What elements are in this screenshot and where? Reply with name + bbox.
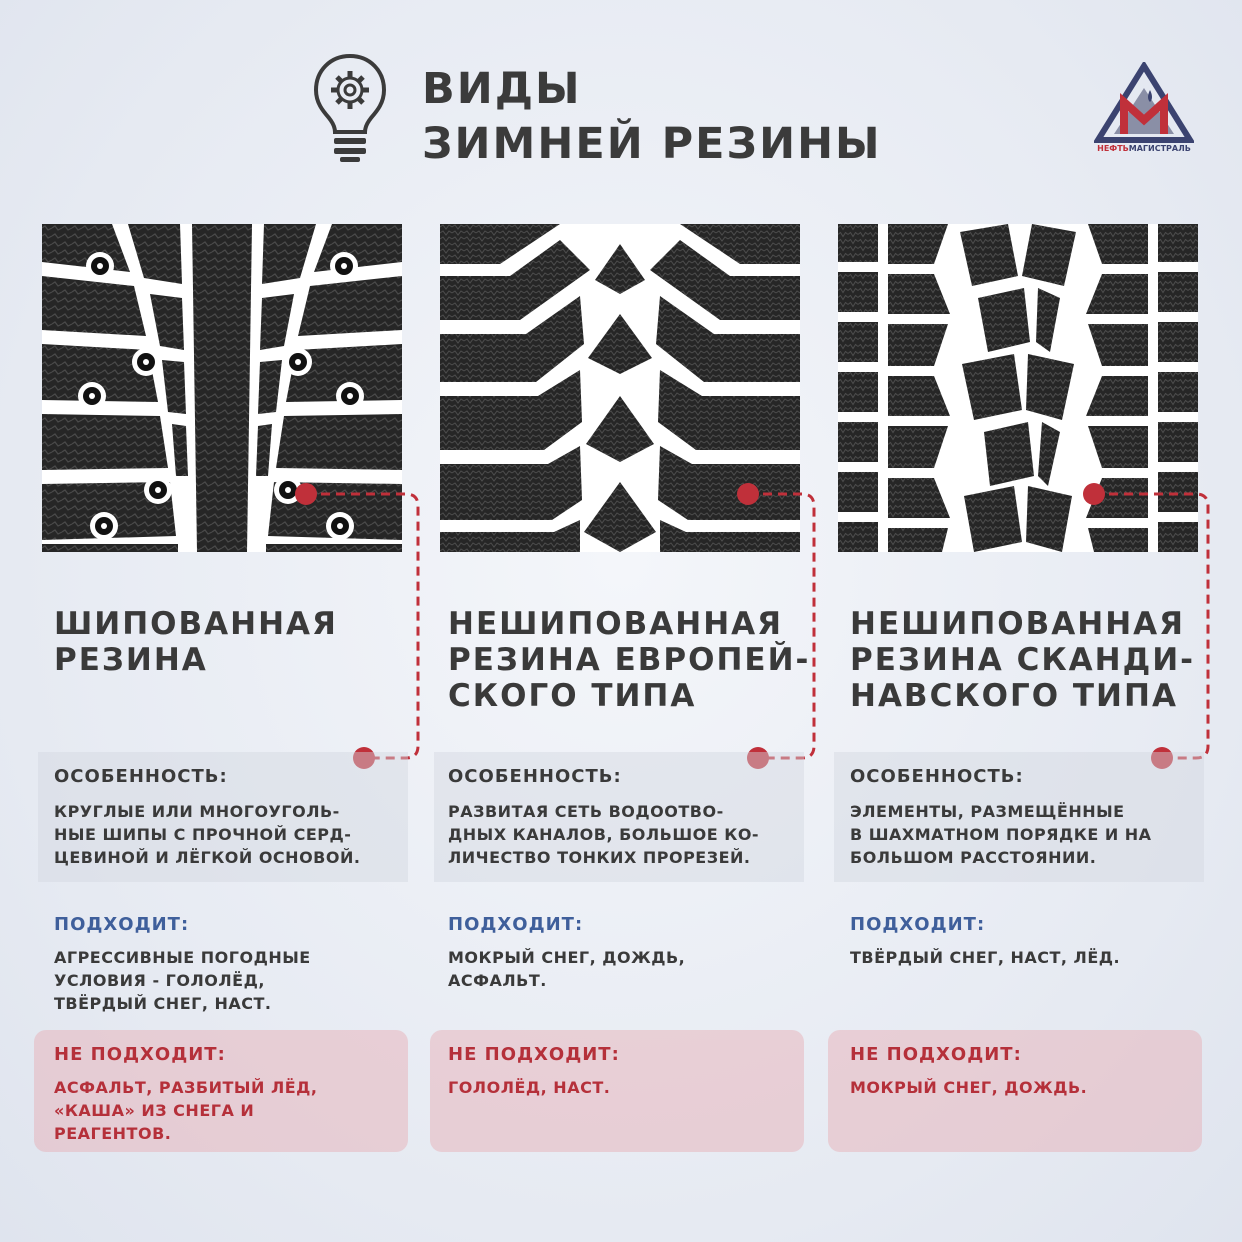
column-2-heading	[448, 606, 810, 714]
text-line: БОЛЬШОМ РАССТОЯНИИ.	[850, 848, 1097, 867]
column-2-feature-text	[448, 800, 759, 869]
column-2-not-text	[448, 1076, 610, 1099]
text-line: ГОЛОЛЁД, НАСТ.	[448, 1078, 611, 1097]
text-line: В ШАХМАТНОМ ПОРЯДКЕ И НА	[850, 825, 1152, 844]
column-1-suits-text	[54, 946, 311, 1015]
logo-text-part2: МАГИСТРАЛЬ	[1128, 144, 1191, 153]
column-3-feature-text	[850, 800, 1152, 869]
column-3-not-text	[850, 1076, 1087, 1099]
text-line: УСЛОВИЯ - ГОЛОЛЁД,	[54, 971, 265, 990]
title-line-2: ЗИМНЕЙ РЕЗИНЫ	[422, 119, 882, 169]
column-2-suits-label: ПОДХОДИТ:	[448, 914, 584, 935]
text-line: ДНЫХ КАНАЛОВ, БОЛЬШОЕ КО-	[448, 825, 760, 844]
text-line: НЫЕ ШИПЫ С ПРОЧНОЙ СЕРД-	[54, 825, 352, 844]
column-2-heading-line: СКОГО ТИПА	[448, 678, 697, 714]
title-line-1: ВИДЫ	[422, 64, 582, 114]
column-3-not-label: НЕ ПОДХОДИТ:	[850, 1044, 1022, 1065]
column-3-heading-line: РЕЗИНА СКАНДИ-	[850, 642, 1196, 678]
text-line: РЕАГЕНТОВ.	[54, 1124, 172, 1143]
column-3-heading	[850, 606, 1195, 714]
text-line: АСФАЛЬТ.	[448, 971, 547, 990]
text-line: ТВЁРДЫЙ СНЕГ, НАСТ.	[54, 994, 272, 1013]
text-line: ЦЕВИНОЙ И ЛЁГКОЙ ОСНОВОЙ.	[54, 848, 361, 867]
column-2-heading-line: НЕШИПОВАННАЯ	[448, 606, 784, 642]
text-line: РАЗВИТАЯ СЕТЬ ВОДООТВО-	[448, 802, 724, 821]
text-line: «КАША» ИЗ СНЕГА И	[54, 1101, 255, 1120]
column-1-feature-label: ОСОБЕННОСТЬ:	[54, 766, 228, 787]
column-2-heading-line: РЕЗИНА ЕВРОПЕЙ-	[448, 642, 811, 678]
column-1-heading	[54, 606, 338, 678]
column-1-suits-label: ПОДХОДИТ:	[54, 914, 190, 935]
column-2-feature-label: ОСОБЕННОСТЬ:	[448, 766, 622, 787]
column-3-heading-line: НАВСКОГО ТИПА	[850, 678, 1178, 714]
column-1-not-label: НЕ ПОДХОДИТ:	[54, 1044, 226, 1065]
text-line: ЛИЧЕСТВО ТОНКИХ ПРОРЕЗЕЙ.	[448, 848, 751, 867]
text-line: МОКРЫЙ СНЕГ, ДОЖДЬ,	[448, 948, 686, 967]
column-1-not-text	[54, 1076, 317, 1145]
column-3-heading-line: НЕШИПОВАННАЯ	[850, 606, 1186, 642]
column-1-feature-text	[54, 800, 360, 869]
text-line: АСФАЛЬТ, РАЗБИТЫЙ ЛЁД,	[54, 1078, 318, 1097]
logo-text-part1: НЕФТЬ	[1097, 144, 1129, 153]
column-3-feature-label: ОСОБЕННОСТЬ:	[850, 766, 1024, 787]
text-line: КРУГЛЫЕ ИЛИ МНОГОУГОЛЬ-	[54, 802, 340, 821]
column-3-suits-label: ПОДХОДИТ:	[850, 914, 986, 935]
column-1-heading-line: РЕЗИНА	[54, 642, 208, 678]
text-line: МОКРЫЙ СНЕГ, ДОЖДЬ.	[850, 1078, 1088, 1097]
column-3-suits-text	[850, 946, 1120, 969]
column-2-suits-text	[448, 946, 685, 992]
text-line: ТВЁРДЫЙ СНЕГ, НАСТ, ЛЁД.	[850, 948, 1121, 967]
column-1-heading-line: ШИПОВАННАЯ	[54, 606, 338, 642]
text-line: АГРЕССИВНЫЕ ПОГОДНЫЕ	[54, 948, 311, 967]
column-2-not-label: НЕ ПОДХОДИТ:	[448, 1044, 620, 1065]
text-line: ЭЛЕМЕНТЫ, РАЗМЕЩЁННЫЕ	[850, 802, 1125, 821]
